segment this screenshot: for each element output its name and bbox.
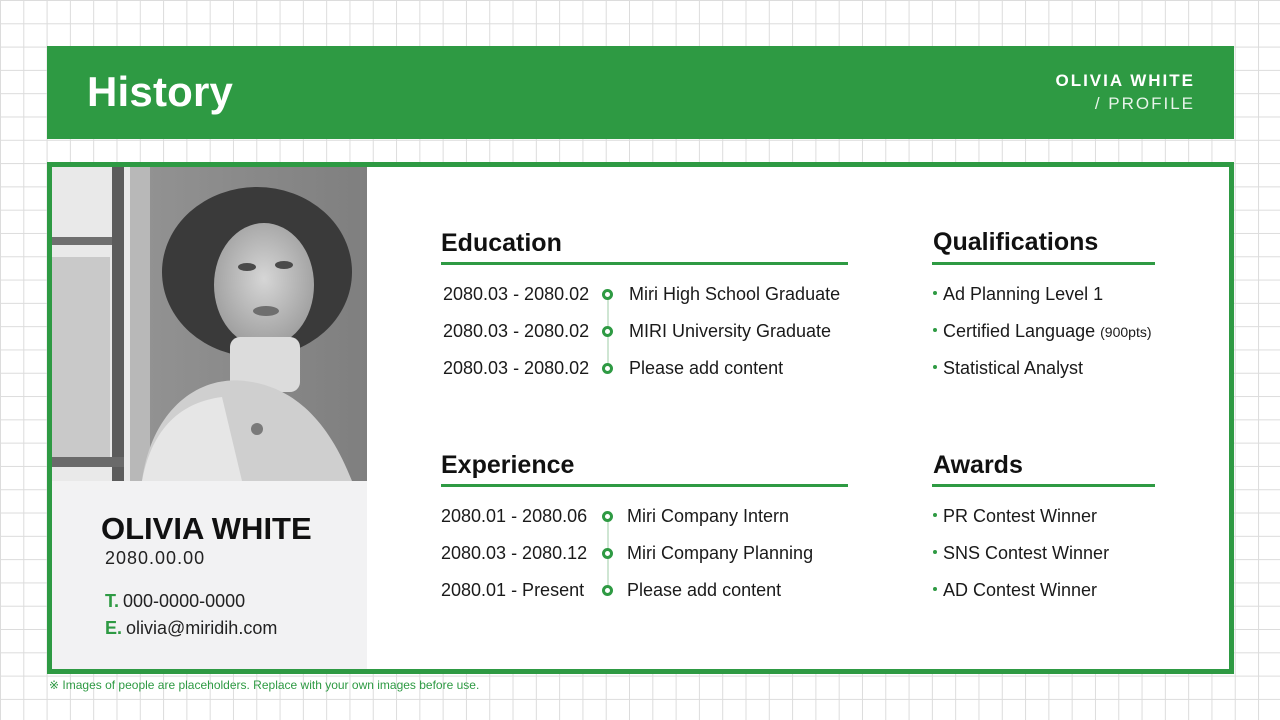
awards-title: Awards [933, 451, 1023, 479]
experience-title: Experience [441, 451, 575, 479]
experience-desc: Please add content [627, 580, 782, 600]
experience-rule [441, 484, 848, 487]
education-row [443, 321, 589, 342]
period: 2080.01 - 2080.06 [441, 506, 588, 526]
timeline-dot-icon [602, 585, 613, 596]
phone-label: T. [105, 591, 120, 611]
header-bar [47, 46, 1234, 139]
bullet-icon [933, 328, 937, 332]
award-item: PR Contest Winner [933, 506, 1097, 527]
education-rule [441, 262, 848, 265]
portrait-image-icon [52, 167, 367, 481]
qualification-item: Ad Planning Level 1 [933, 284, 1103, 305]
education-title: Education [441, 229, 562, 257]
period: 2080.03 - 2080.02 [443, 358, 590, 378]
award-item: SNS Contest Winner [933, 543, 1109, 564]
bullet-icon [933, 291, 937, 295]
profile-panel [52, 167, 367, 669]
email-value[interactable]: olivia@miridih.com [126, 618, 278, 638]
period: 2080.03 - 2080.02 [443, 284, 590, 304]
header-name: OLIVIA WHITE [1055, 71, 1195, 90]
qualification-item: Certified Language (900pts) [933, 321, 1152, 342]
profile-name: OLIVIA WHITE [101, 511, 312, 546]
education-row [443, 284, 589, 305]
contact-email [105, 618, 277, 639]
placeholder-footnote: ※ Images of people are placeholders. Replace with your own images before use. [49, 678, 480, 692]
header-subtitle: / PROFILE [1094, 94, 1195, 113]
period: 2080.03 - 2080.12 [441, 543, 588, 563]
period: 2080.01 - Present [441, 580, 585, 600]
qualifications-rule [932, 262, 1155, 265]
phone-value: 000-0000-0000 [123, 591, 246, 611]
award-item: AD Contest Winner [933, 580, 1097, 601]
education-desc: MIRI University Graduate [629, 321, 832, 341]
experience-desc: Miri Company Planning [627, 543, 814, 563]
qualification-note: (900pts) [1100, 324, 1152, 340]
experience-desc: Miri Company Intern [627, 506, 790, 526]
awards-rule [932, 484, 1155, 487]
profile-dob: 2080.00.00 [105, 548, 206, 568]
education-desc: Please add content [629, 358, 784, 378]
period: 2080.03 - 2080.02 [443, 321, 590, 341]
experience-row [441, 580, 584, 601]
content-frame [47, 162, 1234, 674]
timeline-dot-icon [602, 511, 613, 522]
timeline-dot-icon [602, 326, 613, 337]
profile-photo [52, 167, 367, 481]
qualification-item: Statistical Analyst [933, 358, 1083, 379]
experience-row [441, 506, 587, 527]
bullet-icon [933, 550, 937, 554]
timeline-dot-icon [602, 363, 613, 374]
experience-row [441, 543, 587, 564]
bullet-icon [933, 513, 937, 517]
contact-phone [105, 591, 245, 612]
header-profile-label [1055, 70, 1195, 116]
education-desc: Miri High School Graduate [629, 284, 841, 304]
bullet-icon [933, 587, 937, 591]
bullet-icon [933, 365, 937, 369]
page-title: History [87, 68, 234, 115]
timeline-dot-icon [602, 289, 613, 300]
email-label: E. [105, 618, 123, 638]
education-row [443, 358, 589, 379]
qualifications-title: Qualifications [933, 228, 1099, 256]
timeline-dot-icon [602, 548, 613, 559]
